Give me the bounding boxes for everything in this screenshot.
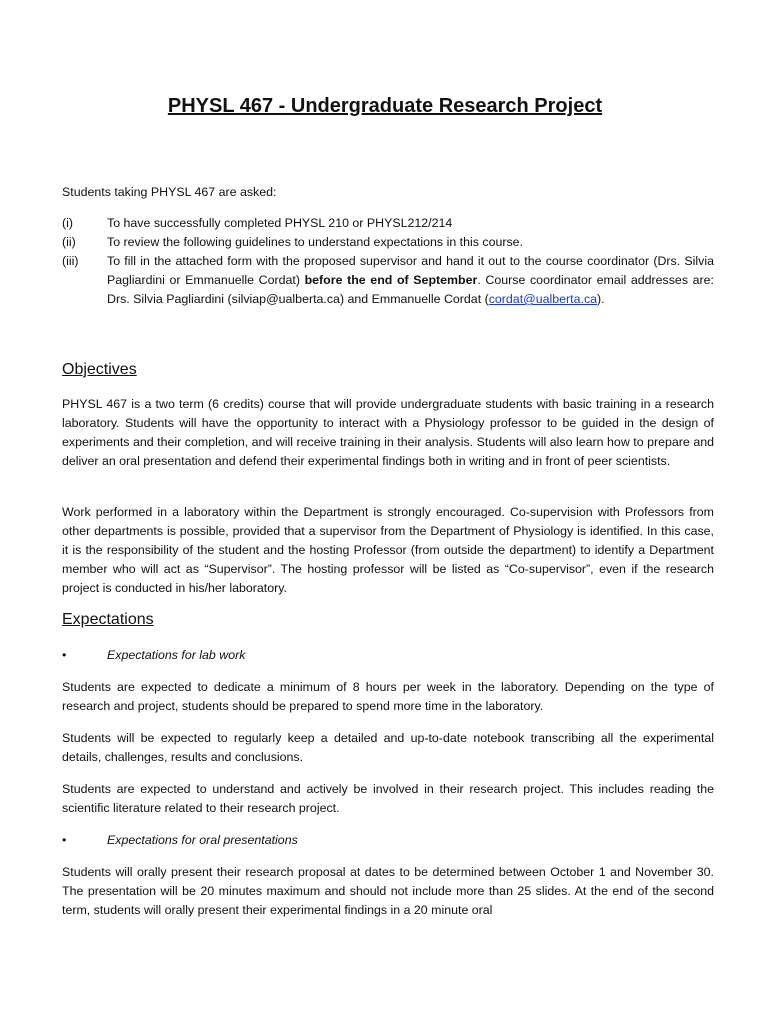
requirements-list xyxy=(62,214,714,309)
list-item-text: To review the following guidelines to understand expectations in this course. xyxy=(107,235,524,249)
lab-work-label: Expectations for lab work xyxy=(107,648,246,662)
list-item xyxy=(62,252,714,309)
deadline-emphasis: before the end of September xyxy=(304,273,478,287)
expectations-paragraph: Students will orally present their research proposal at dates to be determined between October 1 and November 30. The presentation will be 20 minutes maximum and should not include more than 25 slides. At the end of the second term, students will orally present their experimental findings in a 20 minute oral xyxy=(62,865,714,917)
objectives-paragraph: PHYSL 467 is a two term (6 credits) course that will provide undergraduate students with basic training in a research laboratory. Students will have the opportunity to interact with a Physiology professor to be guided in the design of experiments and their completion, and will receive training in their analysis. Students will also learn how to prepare and deliver an oral presentation and defend their experimental findings both in writing and in front of peer scientists. xyxy=(62,397,714,468)
oral-presentation-bullet xyxy=(62,831,714,850)
list-item-text-part: To fill in the attached form with the proposed supervisor and hand it out to the course coordinator (Drs. Silvia Pagliardini or Emmanuelle Cordat) xyxy=(107,254,714,287)
list-item-number: (ii) xyxy=(62,235,76,249)
list-item xyxy=(62,233,714,252)
bullet-icon: • xyxy=(62,648,67,662)
list-item-number: (i) xyxy=(62,216,74,230)
expectations-paragraph: Students are expected to understand and actively be involved in their research project. This includes reading the scientific literature related to their research project. xyxy=(62,782,714,815)
list-item-number: (iii) xyxy=(62,254,79,268)
coordinator-email-link[interactable]: cordat@ualberta.ca xyxy=(488,292,598,306)
list-item-text-part: . Course coordinator email addresses are: Drs. Silvia Pagliardini (silviap@ualberta.ca) and Emmanuelle Cordat ( xyxy=(107,273,714,306)
list-item-text-part: ). xyxy=(597,292,605,306)
expectations-paragraph: Students are expected to dedicate a minimum of 8 hours per week in the laboratory. Depending on the type of research and project, students should be prepared to spend more time in the laboratory. xyxy=(62,680,714,713)
objectives-paragraph: Work performed in a laboratory within the Department is strongly encouraged. Co-supervision with Professors from other departments is possible, provided that a supervisor from the Department of Physiology is identified. In this case, it is the responsibility of the student and the hosting Professor (from outside the department) to identify a Department member who will act as “Supervisor”. The hosting professor will be listed as “Co-supervisor”, even if the research project is conducted in his/her laboratory. xyxy=(62,505,714,595)
expectations-heading: Expectations xyxy=(62,611,154,628)
objectives-heading: Objectives xyxy=(62,361,137,378)
list-item-text xyxy=(107,252,714,309)
lab-work-bullet xyxy=(62,646,714,665)
expectations-paragraph: Students will be expected to regularly keep a detailed and up-to-date notebook transcribing all the experimental details, challenges, results and conclusions. xyxy=(62,731,714,764)
oral-presentation-label: Expectations for oral presentations xyxy=(107,833,298,847)
list-item xyxy=(62,214,714,233)
intro-text: Students taking PHYSL 467 are asked: xyxy=(62,185,277,199)
document-title: PHYSL 467 - Undergraduate Research Project xyxy=(167,95,603,117)
bullet-icon: • xyxy=(62,833,67,847)
list-item-text: To have successfully completed PHYSL 210 or PHYSL212/214 xyxy=(107,216,453,230)
